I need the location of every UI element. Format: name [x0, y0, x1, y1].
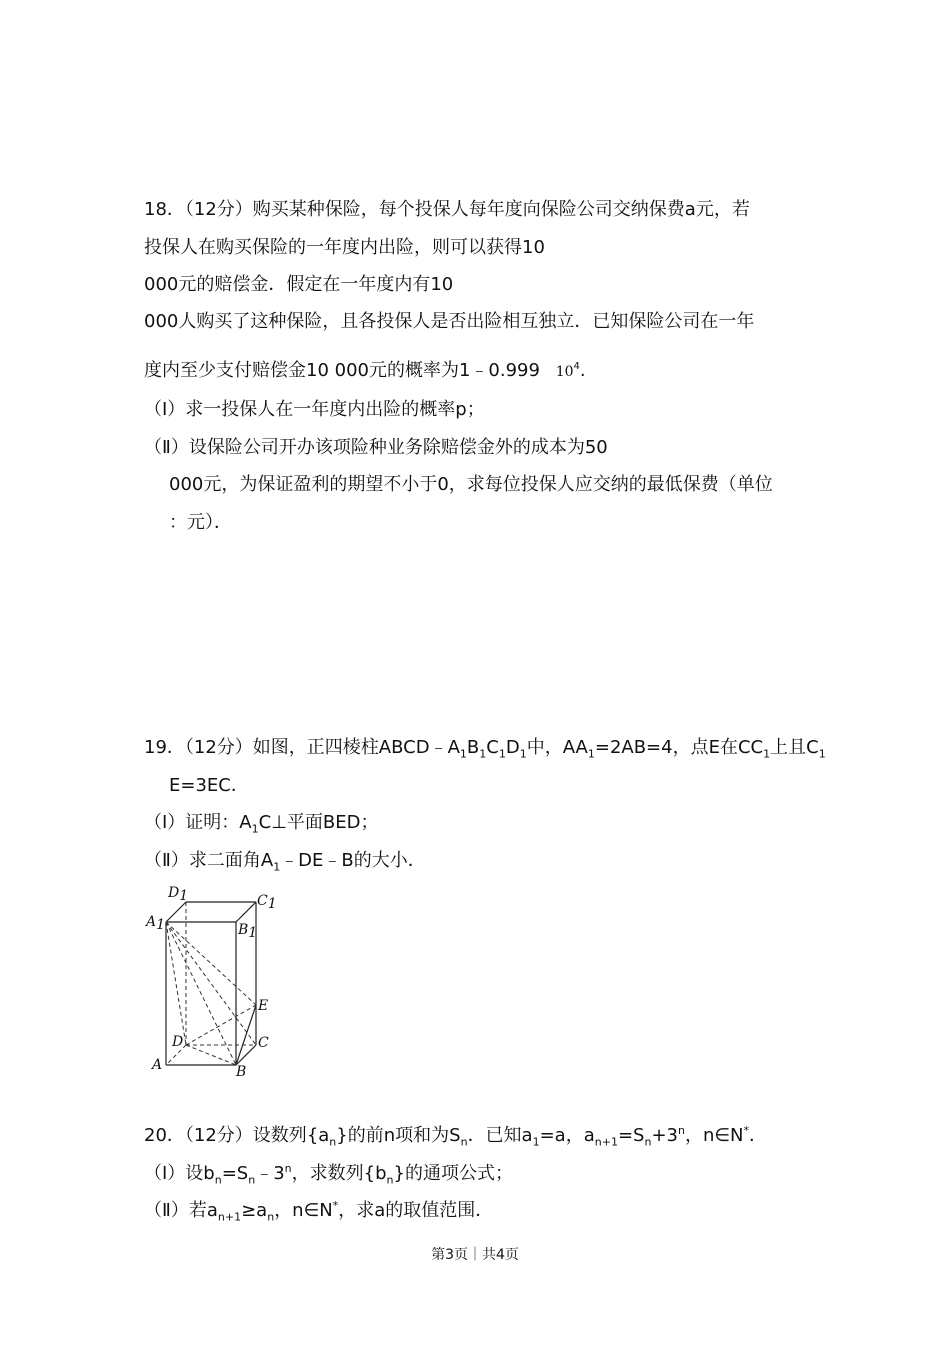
q20-part1: （Ⅰ）设$b_n=S_n﹣3^n$，求数列$\{b_n\}$的通项公式；	[144, 1162, 513, 1187]
label-b1: B1	[238, 922, 258, 941]
label-b: B	[236, 1064, 247, 1078]
q19-line1: 19．（12分）如图，正四棱柱$ABCD﹣A_1B_1C_1D_1$中，$AA_1=2AB=4$，点E在$CC_1$上且$C_1$	[144, 737, 826, 761]
q18-part2-line2: 000元，为保证盈利的期望不小于0，求每位投保人应交纳的最低保费（单位	[169, 474, 773, 495]
q19-part2: （Ⅱ）求二面角$A_1﹣DE﹣B$的大小．	[144, 850, 426, 874]
edge-d1-a1	[166, 902, 186, 922]
label-a: A	[152, 1057, 163, 1073]
page-footer: 第3页｜共4页	[431, 1247, 519, 1263]
q18-part1: （Ⅰ）求一投保人在一年度内出险的概率p；	[144, 399, 485, 420]
q18-line5: 度内至少支付赔偿金10 000元的概率为1﹣0.999 $10^4$.	[144, 360, 586, 381]
q20-line1: 20．（12分）设数列$\{a_n\}$的前n项和为$S_n$．已知$a_1=a$，$a_{n+1}=S_n+3^n$，n∈N*．	[144, 1124, 768, 1149]
q18-line2: 投保人在购买保险的一年度内出险，则可以获得10	[144, 237, 545, 258]
edge-b-e	[236, 1005, 256, 1065]
prism-figure	[144, 882, 284, 1078]
q19-line2: E=3EC．	[169, 775, 249, 796]
q19-part1: （Ⅰ）证明：$A_1C\perp$平面BED；	[144, 812, 379, 836]
label-e: E	[258, 998, 269, 1014]
label-d: D	[172, 1034, 184, 1050]
edge-a1-c	[166, 922, 256, 1045]
label-c1: C1	[257, 893, 277, 912]
edge-d-e	[186, 1005, 256, 1045]
q18-part2-line3: ：元）．	[169, 512, 232, 533]
q18-line4: 000人购买了这种保险，且各投保人是否出险相互独立．已知保险公司在一年	[144, 311, 755, 332]
label-a1: A1	[146, 914, 166, 933]
edge-d-b	[186, 1045, 236, 1065]
label-d1: D1	[168, 885, 189, 904]
edge-a1-d	[166, 922, 186, 1045]
edge-b1-c1	[236, 902, 256, 922]
q18-line3: 000元的赔偿金．假定在一年度内有10	[144, 274, 454, 295]
q18-part2-line1: （Ⅱ）设保险公司开办该项险种业务除赔偿金外的成本为50	[144, 437, 608, 458]
label-c: C	[258, 1035, 269, 1051]
q18-line1: 18．（12分）购买某种保险，每个投保人每年度向保险公司交纳保费a元，若	[144, 199, 750, 220]
q20-part2: （Ⅱ）若$a_{n+1}\ge a_n$，n∈N*，求a的取值范围．	[144, 1199, 494, 1224]
